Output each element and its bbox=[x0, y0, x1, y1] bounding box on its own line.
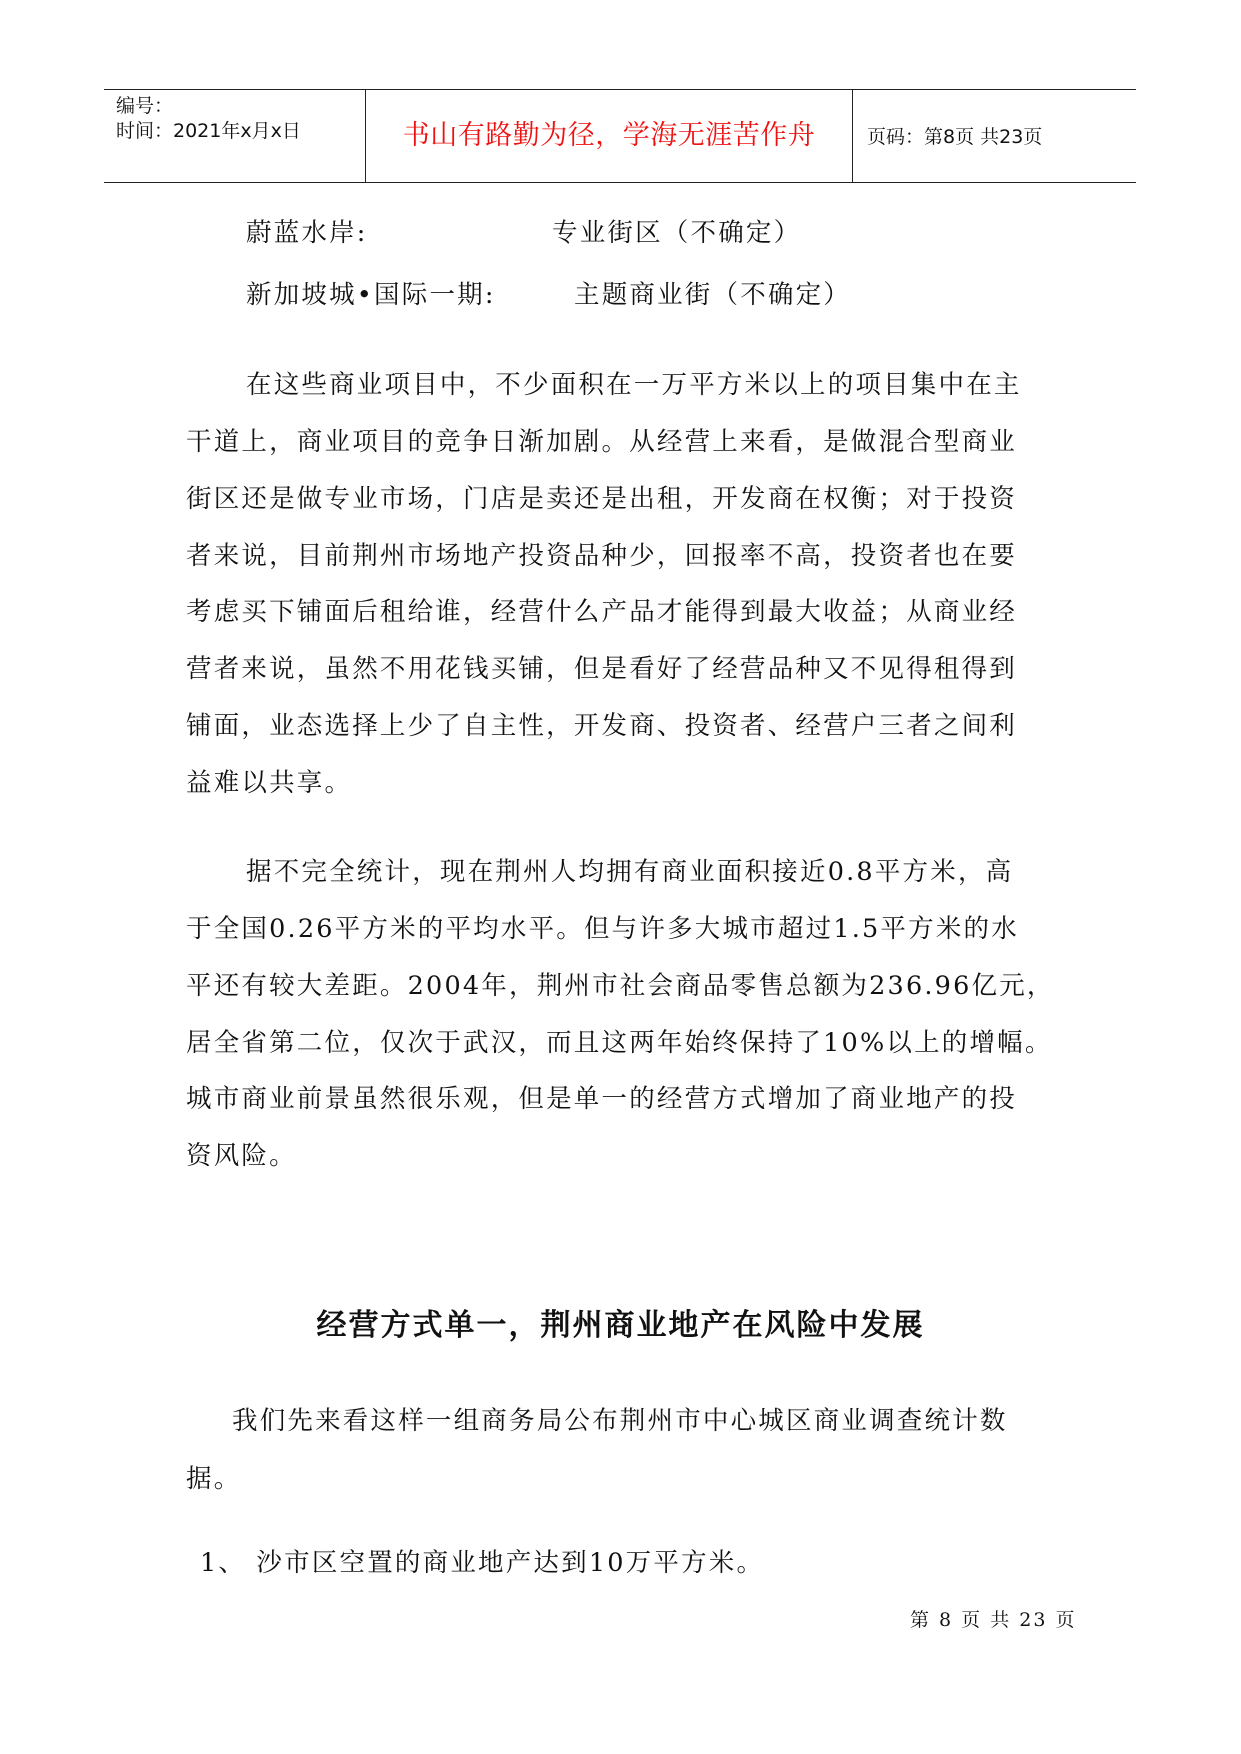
paragraph-line: 营者来说，虽然不用花钱买铺，但是看好了经营品种又不见得租得到 bbox=[186, 654, 1018, 684]
project-name: 新加坡城•国际一期: bbox=[246, 280, 496, 310]
paragraph-line: 于全国0.26平方米的平均水平。但与许多大城市超过1.5平方米的水 bbox=[186, 914, 1019, 944]
paragraph-line: 城市商业前景虽然很乐观，但是单一的经营方式增加了商业地产的投 bbox=[186, 1084, 1018, 1114]
paragraph-line: 铺面，业态选择上少了自主性，开发商、投资者、经营户三者之间利 bbox=[186, 711, 1018, 741]
header-left-cell bbox=[104, 90, 366, 182]
document-time-label: 时间：2021年x月x日 bbox=[116, 120, 301, 142]
paragraph-line: 居全省第二位，仅次于武汉，而且这两年始终保持了10%以上的增幅。 bbox=[186, 1028, 1053, 1058]
paragraph-line: 考虑买下铺面后租给谁，经营什么产品才能得到最大收益；从商业经 bbox=[186, 597, 1018, 627]
project-name: 蔚蓝水岸: bbox=[246, 218, 368, 248]
paragraph-line: 在这些商业项目中，不少面积在一万平方米以上的项目集中在主 bbox=[246, 370, 1022, 400]
header-motto: 书山有路勤为径，学海无涯苦作舟 bbox=[402, 120, 816, 151]
document-number-label: 编号： bbox=[116, 95, 174, 117]
paragraph-line: 干道上，商业项目的竞争日渐加剧。从经营上来看，是做混合型商业 bbox=[186, 427, 1018, 457]
page-header bbox=[104, 89, 1136, 183]
project-type: 主题商业街（不确定） bbox=[574, 280, 852, 310]
paragraph-line: 街区还是做专业市场，门店是卖还是出租，开发商在权衡；对于投资 bbox=[186, 484, 1018, 514]
paragraph-line: 据。 bbox=[186, 1464, 242, 1494]
paragraph-line: 我们先来看这样一组商务局公布荆州市中心城区商业调查统计数 bbox=[232, 1406, 1008, 1436]
paragraph-line: 者来说，目前荆州市场地产投资品种少，回报率不高，投资者也在要 bbox=[186, 541, 1018, 571]
paragraph-line: 益难以共享。 bbox=[186, 768, 353, 798]
header-motto-cell bbox=[366, 90, 853, 182]
page-footer: 第 8 页 共 23 页 bbox=[910, 1609, 1077, 1631]
paragraph-line: 资风险。 bbox=[186, 1141, 297, 1171]
section-heading: 经营方式单一，荆州商业地产在风险中发展 bbox=[316, 1308, 925, 1343]
project-type: 专业街区（不确定） bbox=[552, 218, 802, 248]
paragraph-line: 平还有较大差距。2004年，荆州市社会商品零售总额为236.96亿元， bbox=[186, 971, 1055, 1001]
header-right-cell bbox=[853, 90, 1136, 182]
paragraph-line: 据不完全统计，现在荆州人均拥有商业面积接近0.8平方米，高 bbox=[246, 857, 1014, 887]
list-item: 1、 沙市区空置的商业地产达到10万平方米。 bbox=[200, 1548, 765, 1578]
header-page-label: 页码：第8页 共23页 bbox=[867, 126, 1043, 148]
